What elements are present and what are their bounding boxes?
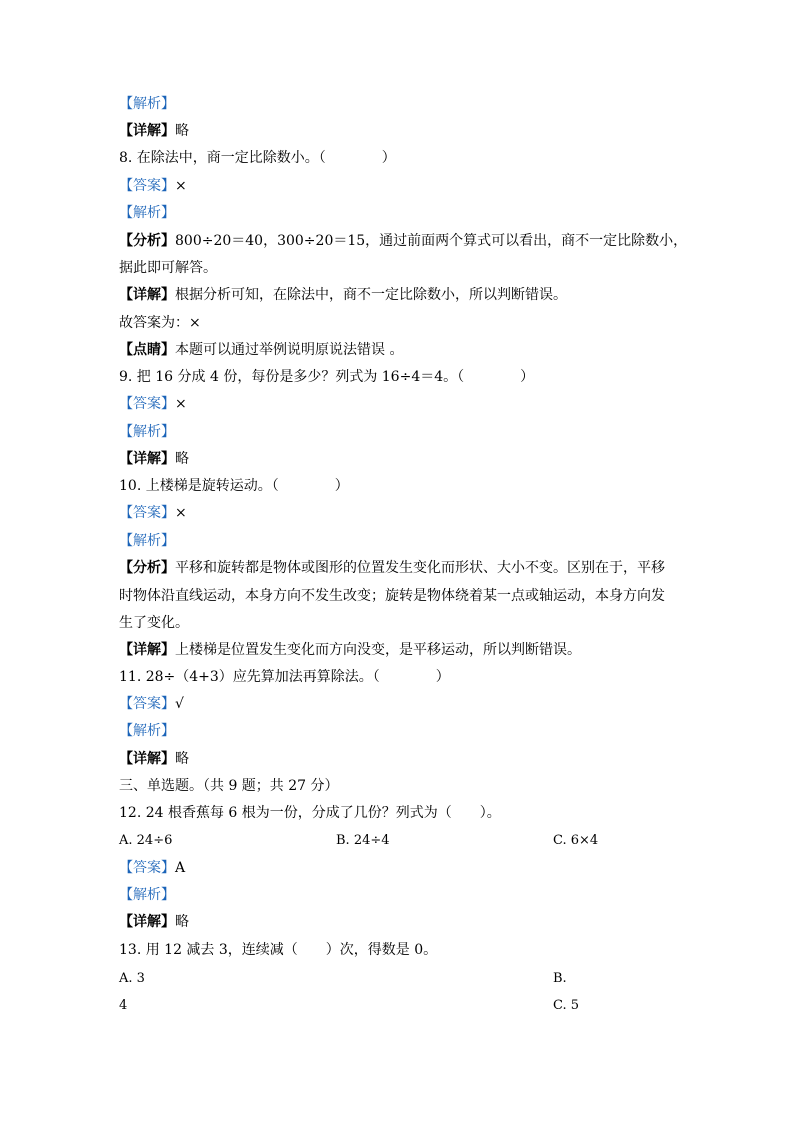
detail-tag: 【详解】 [119,642,175,658]
q12-option-c: C. 6×4 [553,833,599,848]
analysis-line-q10 [119,556,665,580]
analysis-tag: 【解析】 [119,723,175,739]
q12-option-a: A. 24÷6 [119,833,173,848]
answer-line-q10 [119,501,187,525]
analysis-text: 800÷20＝40，300÷20＝15，通过前面两个算式可以看出，商不一定比除数小， [175,233,688,249]
answer-tag: 【答案】 [119,396,175,412]
analysis-line-q8 [119,229,687,253]
analysis-tag-line [119,201,175,225]
analysis-text: 平移和旋转都是物体或图形的位置发生变化而形状、大小不变。区别在于，平移 [175,560,665,576]
analysis-tag: 【解析】 [119,424,175,440]
question-11 [119,665,450,689]
comment-text: 本题可以通过举例说明原说法错误 。 [175,342,404,358]
analysis-tag-line [119,529,175,553]
question-8-text: 8. 在除法中，商一定比除数小。（ ） [119,150,396,166]
q12-option-b: B. 24÷4 [336,833,390,848]
analysis-tag-line [119,883,175,907]
answer-line-q9 [119,392,187,416]
q13-option-a: A. 3 [119,971,145,986]
answer-value: √ [175,696,184,712]
comment-line-q8 [119,338,403,362]
question-12-text: 12. 24 根香蕉每 6 根为一份，分成了几份？列式为（ ）。 [119,805,501,821]
answer-value: × [175,178,187,194]
detail-text: 略 [175,123,189,139]
analysis-tag: 【解析】 [119,887,175,903]
section-heading-text: 三、单选题。（共 9 题；共 27 分） [119,778,339,794]
q13-option-b: B. [553,971,567,986]
detail-text: 根据分析可知，在除法中，商不一定比除数小，所以判断错误。 [175,287,567,303]
analysis-tag-line [119,420,175,444]
analysis-label: 【分析】 [119,233,175,249]
question-11-text: 11. 28÷（4+3）应先算加法再算除法。（ ） [119,669,450,685]
detail-tag: 【详解】 [119,451,175,467]
question-9 [119,365,534,389]
detail-line-q9 [119,447,189,471]
comment-tag: 【点睛】 [119,342,175,358]
detail-line-q12 [119,910,189,934]
detail-tag: 【详解】 [119,751,175,767]
detail-tag: 【详解】 [119,914,175,930]
detail-tag: 【详解】 [119,123,175,139]
analysis-tag-line [119,92,175,116]
analysis-continuation-text: 据此即可解答。 [119,260,217,276]
detail-text: 略 [175,751,189,767]
analysis-continuation-text: 生了变化。 [119,615,189,631]
detail-text: 略 [175,451,189,467]
analysis-continuation [119,584,665,608]
question-13-text: 13. 用 12 减去 3，连续减（ ）次，得数是 0。 [119,942,438,958]
answer-tag: 【答案】 [119,860,175,876]
question-9-text: 9. 把 16 分成 4 份，每份是多少？列式为 16÷4＝4。（ ） [119,369,535,385]
answer-line-q12 [119,856,185,880]
analysis-continuation-text: 时物体沿直线运动，本身方向不发生改变；旋转是物体绕着某一点或轴运动，本身方向发 [119,588,665,604]
analysis-continuation [119,611,189,635]
analysis-continuation [119,256,217,280]
answer-value: × [175,396,187,412]
final-answer-line [119,311,201,335]
analysis-tag: 【解析】 [119,205,175,221]
detail-line-q11 [119,747,189,771]
detail-line [119,119,189,143]
q13-option-b-value: 4 [119,998,128,1013]
detail-text: 上楼梯是位置发生变化而方向没变，是平移运动，所以判断错误。 [175,642,581,658]
detail-line-q10 [119,638,581,662]
answer-line-q11 [119,692,184,716]
answer-tag: 【答案】 [119,696,175,712]
question-10 [119,474,349,498]
question-12 [119,801,501,825]
answer-tag: 【答案】 [119,178,175,194]
analysis-tag: 【解析】 [119,96,175,112]
answer-tag: 【答案】 [119,505,175,521]
analysis-tag: 【解析】 [119,533,175,549]
q13-option-c: C. 5 [553,998,580,1013]
question-8 [119,146,396,170]
answer-line-q8 [119,174,187,198]
detail-line-q8 [119,283,567,307]
final-answer-text: 故答案为：× [119,315,201,331]
detail-text: 略 [175,914,189,930]
analysis-label: 【分析】 [119,560,175,576]
answer-value: A [175,860,186,876]
section-heading [119,774,339,798]
question-13 [119,938,437,962]
answer-value: × [175,505,187,521]
question-10-text: 10. 上楼梯是旋转运动。（ ） [119,478,349,494]
detail-tag: 【详解】 [119,287,175,303]
analysis-tag-line [119,719,175,743]
